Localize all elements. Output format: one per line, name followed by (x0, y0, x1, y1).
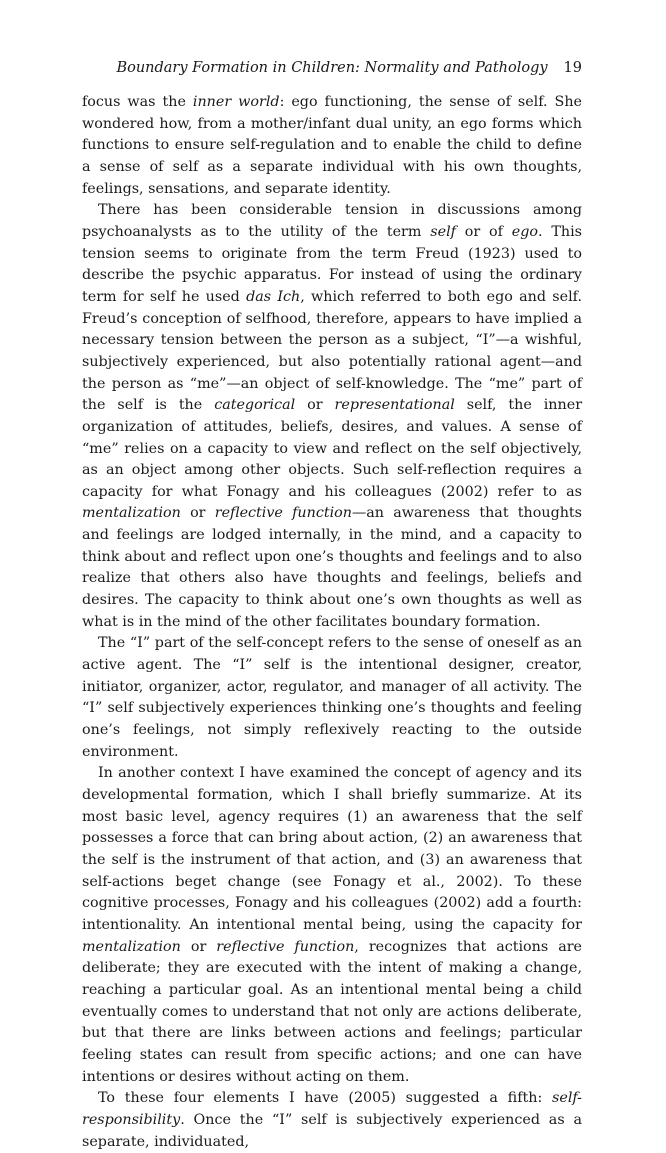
text-run: , recognizes that actions are deliberate; they are executed with the intent of making a change, reaching a particular goal. As an intentional mental being a child eventually comes to understand that not only are actions deliberate, but that there are links between actions and feelings; particular feeling states can result from specific actions; and one can have intentions or desires without acting on them. (82, 938, 583, 1085)
paragraph-4 (82, 763, 582, 1088)
text-run: or (180, 938, 217, 955)
paragraph-2 (82, 200, 582, 633)
text-run: or (295, 397, 335, 414)
italic-text-run: das Ich (246, 288, 301, 305)
page-number: 19 (563, 60, 582, 76)
text-run: . Once the “I” self is subjectively experienced as a separate, individuated, (82, 1111, 582, 1150)
italic-text-run: self (430, 223, 456, 240)
italic-text-run: ego (511, 223, 538, 240)
text-run: The “I” part of the self-concept refers to the sense of oneself as an active agent. The “I” self is the intentional designer, creator, initiator, organizer, actor, regulator, and manager of all activity. The “I” self subjectively experiences thinking one’s thoughts and feeling one’s feelings, not simply reflexively reacting to the outside environment. (82, 635, 582, 760)
italic-text-run: reflective function (214, 505, 352, 522)
text-run: To these four elements I have (2005) suggested a fifth: (98, 1090, 553, 1107)
text-run: , which referred to both ego and self. Freud’s conception of selfhood, therefore, appears to have implied a necessary tension between the person as a subject, “I”—a wishful, subjectively experienced, but also potentially rational agent—and the person as “me”—an object of self-knowledge. The “me” part of the self is the (82, 288, 582, 414)
italic-text-run: self-responsibility (82, 1090, 582, 1128)
text-run: . This tension seems to originate from the term Freud (1923) used to describe the psychic apparatus. For instead of using the ordinary term for self he used (82, 223, 582, 305)
italic-text-run: mentalization (82, 505, 181, 522)
paragraph-5 (82, 1088, 582, 1153)
body-text (82, 92, 582, 1153)
text-run: self, the inner organization of attitudes, beliefs, desires, and values. A sense of “me” relies on a capacity to view and reflect on the self objectively, as an object among other objects. Such self-reflection requires a capacity for what Fonagy and his colleagues (2002) refer to as (82, 397, 583, 500)
text-run: or of (455, 223, 512, 240)
italic-text-run: representational (334, 397, 455, 414)
paragraph-1 (82, 92, 582, 200)
text-run: —an awareness that thoughts and feelings are lodged internally, in the mind, and a capacity to think about and reflect upon one’s thoughts and feelings and to also realize that others also have thoughts and feelings, beliefs and desires. The capacity to think about one’s own thoughts as well as what is in the mind of the other facilitates boundary formation. (82, 505, 583, 630)
italic-text-run: categorical (214, 397, 296, 414)
text-run: or (180, 505, 215, 522)
italic-text-run: inner world (192, 94, 280, 110)
text-run: There has been considerable tension in discussions among psychoanalysts as to the utility of the term (82, 202, 582, 240)
text-run: : ego functioning, the sense of self. She wondered how, from a mother/infant dual unity, an ego forms which functions to ensure self-regulation and to enable the child to define a sense of self as a separate individual with his own thoughts, feelings, sensations, and separate identity. (82, 94, 583, 197)
running-header (82, 60, 582, 76)
paragraph-3 (82, 633, 582, 763)
italic-text-run: reflective function (216, 938, 355, 955)
running-title: Boundary Formation in Children: Normality and Pathology (116, 60, 548, 76)
text-run: In another context I have examined the concept of agency and its developmental formation, which I shall briefly summarize. At its most basic level, agency requires (1) an awareness that the self possesses a force that can bring about action, (2) an awareness that the self is the instrument of that action, and (3) an awareness that self-actions beget change (see Fonagy et al., 2002). To these cognitive processes, Fonagy and his colleagues (2002) add a fourth: intentionality. An intentional mental being, using the capacity for (82, 765, 582, 933)
italic-text-run: mentalization (82, 938, 181, 955)
text-run: focus was the (82, 94, 193, 110)
